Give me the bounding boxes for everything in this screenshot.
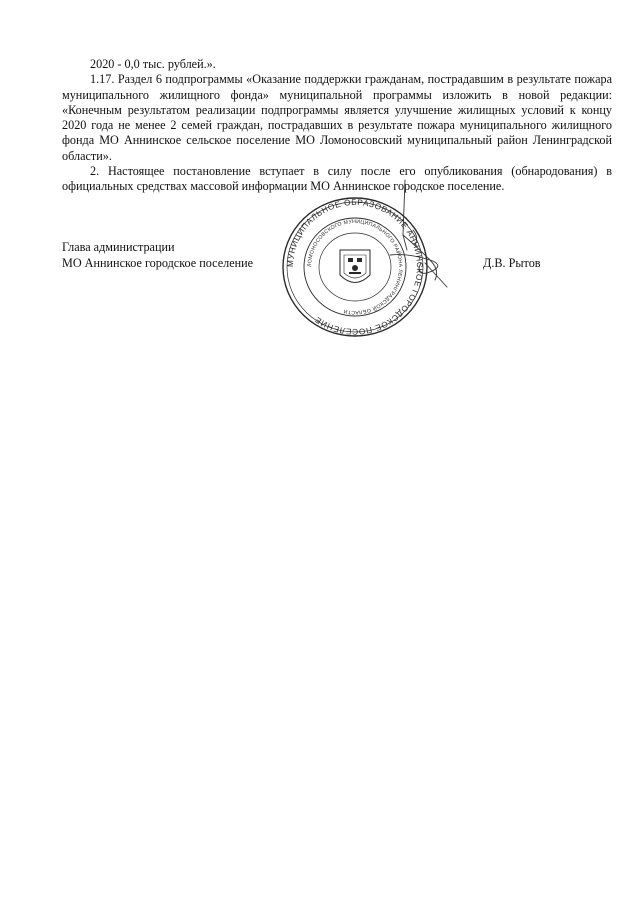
amount-line: 2020 - 0,0 тыс. рублей.».	[90, 57, 216, 71]
document-body	[62, 57, 612, 195]
signatory-position	[62, 240, 253, 271]
signatory-name: Д.В. Рытов	[483, 256, 541, 270]
position-line-2: МО Аннинское городское поселение	[62, 255, 254, 270]
svg-text:МУНИЦИПАЛЬНОЕ ОБРАЗОВАНИЕ АННИ: МУНИЦИПАЛЬНОЕ ОБРАЗОВАНИЕ АННИНСКОЕ ГОРОДСКОЕ ПОСЕЛЕНИЕ	[285, 197, 425, 337]
svg-text:ЛОМОНОСОВСКОГО МУНИЦИПАЛЬНОГО: ЛОМОНОСОВСКОГО МУНИЦИПАЛЬНОГО РАЙОНА ЛЕНИНГРАДСКОЙ ОБЛАСТИ	[306, 218, 404, 316]
handwritten-signature	[385, 175, 455, 295]
paragraph-1-17: 1.17. Раздел 6 подпрограммы «Оказание поддержки гражданам, пострадавшим в результате пожара муниципального жилищного фонда» муниципальной программы изложить в новой редакции: «Конечным результатом реализации подпрограммы является улучшение жилищных условий к концу 2020 года не менее 2 семей граждан, пострадавших в результате пожара муниципального жилищного фонда МО Аннинское сельское поселение МО Ломоносовский муниципальный район Ленинградской области».	[62, 72, 612, 163]
paragraph-2: 2. Настоящее постановление вступает в силу после его опубликования (обнародования) в официальных средствах массовой информации МО Аннинское городское поселение.	[62, 164, 612, 194]
position-line-1: Глава администрации	[62, 240, 175, 254]
